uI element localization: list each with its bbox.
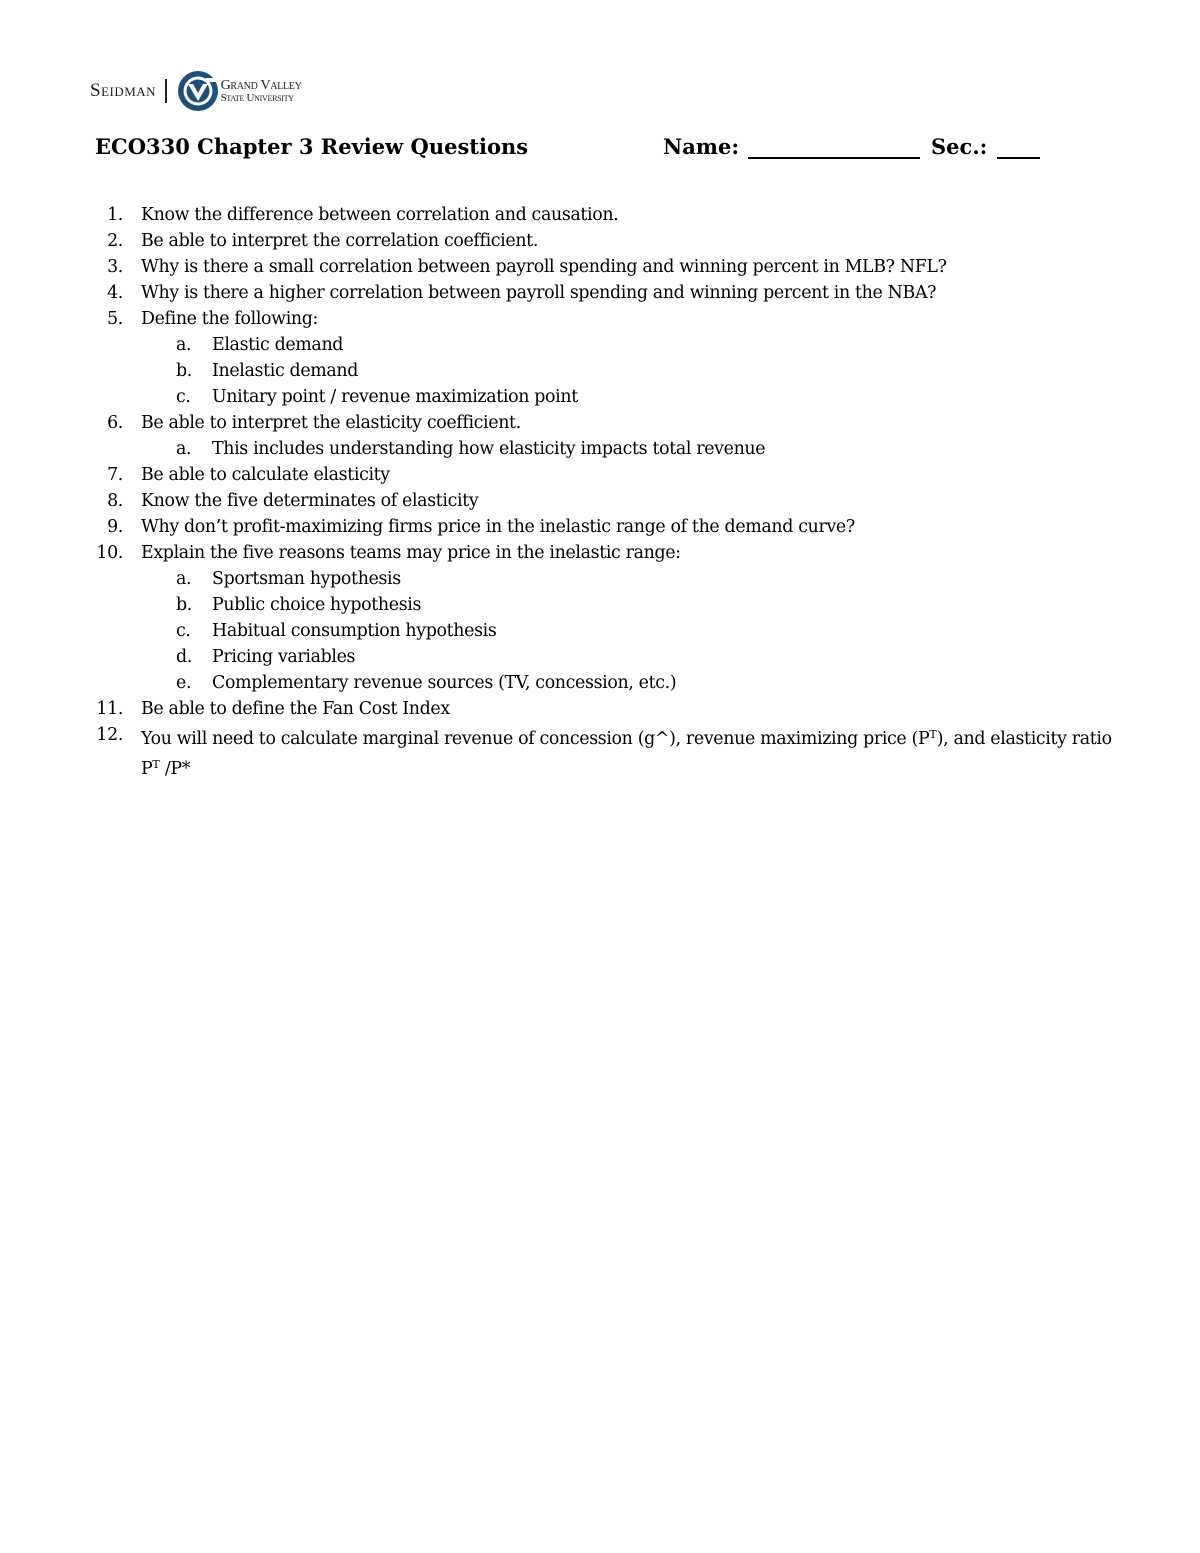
question-number: 3. <box>107 257 123 277</box>
document-header <box>95 134 1095 164</box>
sub-item <box>0 358 1200 384</box>
sub-item-text: Habitual consumption hypothesis <box>212 621 497 641</box>
logo-gvsu-line2: State University <box>220 92 294 104</box>
sub-item <box>0 644 1200 670</box>
sub-item-letter: e. <box>176 673 192 693</box>
question-number: 4. <box>107 283 123 303</box>
question-item <box>0 488 1200 514</box>
question-item <box>0 462 1200 488</box>
question-text: Know the five determinates of elasticity <box>141 491 479 511</box>
section-blank-line <box>997 157 1040 159</box>
question-text-part: /P* <box>159 759 191 779</box>
name-label: Name: <box>663 134 740 159</box>
sub-item-letter: a. <box>176 439 192 459</box>
question-number: 12. <box>96 725 123 745</box>
question-number: 8. <box>107 491 123 511</box>
question-text-part: You will need to calculate marginal revenue of concession (g^), revenue maximizing price (P <box>141 729 930 749</box>
superscript-t: T <box>152 758 160 771</box>
question-text: Be able to define the Fan Cost Index <box>141 699 450 719</box>
question-number: 7. <box>107 465 123 485</box>
sub-item <box>0 436 1200 462</box>
question-item <box>0 722 1200 782</box>
question-text: Explain the five reasons teams may price in the inelastic range: <box>141 543 681 563</box>
question-item <box>0 410 1200 436</box>
question-text: Define the following: <box>141 309 319 329</box>
question-text: Be able to interpret the correlation coefficient. <box>141 231 538 251</box>
gvsu-emblem-icon <box>177 70 219 112</box>
question-text: Be able to calculate elasticity <box>141 465 390 485</box>
question-text <box>141 722 1131 782</box>
question-item <box>0 202 1200 228</box>
sub-item-letter: a. <box>176 335 192 355</box>
question-number: 1. <box>107 205 123 225</box>
question-item <box>0 514 1200 540</box>
sub-item-text: Pricing variables <box>212 647 356 667</box>
question-item <box>0 228 1200 254</box>
question-text-part: ), and elasticity ratio P <box>141 729 1112 779</box>
sub-item-text: Complementary revenue sources (TV, concession, etc.) <box>212 673 677 693</box>
question-item <box>0 254 1200 280</box>
sub-item <box>0 566 1200 592</box>
document-title: ECO330 Chapter 3 Review Questions <box>95 134 529 159</box>
question-number: 10. <box>96 543 123 563</box>
seidman-gvsu-logo <box>90 69 302 113</box>
logo-divider <box>165 79 167 103</box>
sub-item-text: Public choice hypothesis <box>212 595 422 615</box>
sub-item <box>0 670 1200 696</box>
logo-gvsu-line1: Grand Valley <box>220 78 302 93</box>
question-number: 6. <box>107 413 123 433</box>
sub-item <box>0 618 1200 644</box>
sub-item-letter: c. <box>176 621 191 641</box>
question-text: Why is there a small correlation between payroll spending and winning percent in MLB? NFL? <box>141 257 947 277</box>
sub-item-text: This includes understanding how elasticity impacts total revenue <box>212 439 766 459</box>
question-number: 5. <box>107 309 123 329</box>
sub-item-letter: b. <box>176 595 192 615</box>
question-text: Know the difference between correlation and causation. <box>141 205 619 225</box>
logo-gvsu-wordmark <box>221 80 302 104</box>
name-blank-line <box>748 157 920 159</box>
sub-item-text: Inelastic demand <box>212 361 359 381</box>
question-item <box>0 280 1200 306</box>
sub-item-letter: a. <box>176 569 192 589</box>
sub-item <box>0 332 1200 358</box>
sub-item <box>0 592 1200 618</box>
superscript-t: T <box>929 728 937 741</box>
sub-item-letter: d. <box>176 647 192 667</box>
question-item <box>0 696 1200 722</box>
question-item <box>0 540 1200 566</box>
sub-item-text: Unitary point / revenue maximization point <box>212 387 578 407</box>
sub-item-text: Sportsman hypothesis <box>212 569 401 589</box>
sub-item-text: Elastic demand <box>212 335 344 355</box>
question-number: 11. <box>96 699 123 719</box>
sub-item <box>0 384 1200 410</box>
sub-item-letter: c. <box>176 387 191 407</box>
question-item <box>0 306 1200 332</box>
question-text: Why is there a higher correlation between payroll spending and winning percent in the NBA? <box>141 283 937 303</box>
question-number: 2. <box>107 231 123 251</box>
review-questions-list <box>0 202 1200 782</box>
logo-seidman-text: Seidman <box>90 80 157 101</box>
section-label: Sec.: <box>931 134 988 159</box>
sub-item-letter: b. <box>176 361 192 381</box>
question-number: 9. <box>107 517 123 537</box>
question-text: Why don’t profit-maximizing firms price in the inelastic range of the demand curve? <box>141 517 855 537</box>
question-text: Be able to interpret the elasticity coefficient. <box>141 413 521 433</box>
